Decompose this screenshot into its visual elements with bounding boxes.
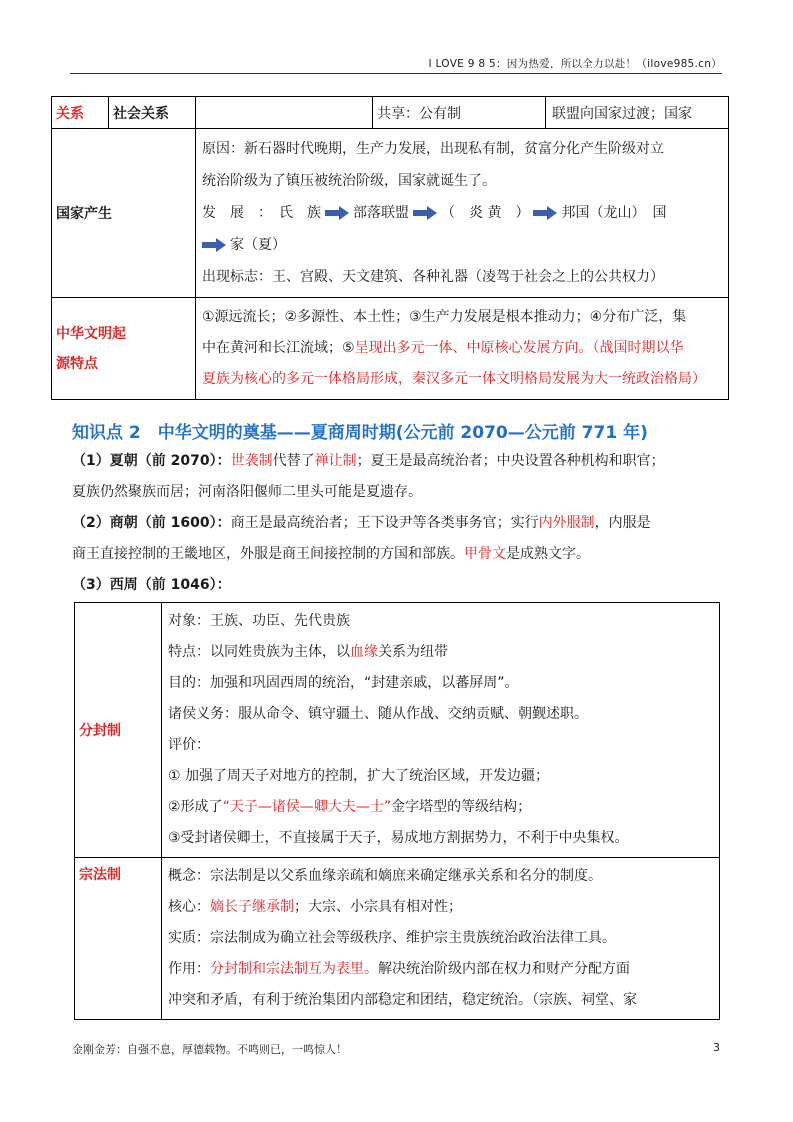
- civilization-line-2: [202, 333, 722, 364]
- civilization-line-3: 夏族为核心的多元一体格局形成，秦汉多元一体文明格局发展为大一统政治格局）: [202, 371, 706, 387]
- zongfa-l2b: 嫡长子继承制: [210, 899, 294, 915]
- shang-head: （2）商朝（前 1600）：: [72, 515, 231, 531]
- fenfeng-line-8: ③受封诸侯卿士，不直接属于天子，易成地方割据势力，不利于中央集权。: [168, 830, 629, 846]
- cell-shared-ownership: 共享：公有制: [373, 97, 546, 129]
- cell-state-origin-content: [196, 129, 729, 298]
- state-development-line-2: [202, 229, 722, 261]
- label-civilization-origin: [52, 298, 196, 400]
- fenfeng-l7a: ②形成了: [168, 799, 223, 815]
- table-zhou-systems: [74, 602, 720, 1020]
- cell-relation-label: 关系: [52, 97, 109, 129]
- fenfeng-line-2: [168, 637, 713, 668]
- header-rule: [70, 73, 722, 74]
- fenfeng-line-5: 评价：: [168, 737, 210, 753]
- cell-zongfa: [162, 858, 720, 1020]
- dev-xia: 家（夏）: [230, 237, 286, 253]
- civilization-line-2b: 呈现出多元一体、中原核心发展方向。（战国时期以华: [354, 340, 684, 356]
- arrow-right-icon: [533, 206, 557, 220]
- state-marker-line: 出现标志：王、宫殿、天文建筑、各种礼器（凌驾于社会之上的公共权力）: [202, 269, 664, 285]
- zongfa-l4b: 分封制和宗法制互为表里。: [210, 961, 378, 977]
- zongfa-l4a: 作用：: [168, 961, 210, 977]
- xia-replaced: 代替了: [272, 453, 315, 469]
- arrow-right-icon: [202, 238, 226, 252]
- page-header: I LOVE 9 8 5：因为热爱，所以全力以赴！（ilove985.cn）: [428, 58, 722, 70]
- cell-civilization-content: [196, 298, 729, 400]
- cell-empty: [196, 97, 373, 129]
- civilization-line-2a: 中在黄河和长江流域；⑤: [202, 340, 355, 356]
- civilization-line-1: ①源远流长；②多源性、本土性；③生产力发展是根本推动力；④分布广泛，集: [202, 309, 687, 325]
- arrow-right-icon: [413, 206, 437, 220]
- label-fenfeng: 分封制: [75, 603, 162, 858]
- fenfeng-line-1: 对象：王族、功臣、先代贵族: [168, 613, 350, 629]
- zongfa-line-1: 概念：宗法制是以父系血缘亲疏和嫡庶来确定继承关系和名分的制度。: [168, 868, 602, 884]
- state-reason-line: 原因：新石器时代晚期，生产力发展，出现私有制，贫富分化产生阶级对立: [202, 141, 664, 157]
- xia-rest: ；夏王是最高统治者；中央设置各种机构和职官；: [356, 453, 665, 469]
- shang-paragraph: [72, 508, 651, 538]
- label-civilization-origin-2: 源特点: [56, 355, 98, 372]
- fenfeng-l7b: “天子—诸侯—卿大夫—士”: [222, 799, 392, 815]
- dev-yanhuang: （ 炎 黄 ）: [441, 205, 530, 221]
- label-state-origin: 国家产生: [52, 129, 196, 298]
- footer-motto: 金刚金芳：自强不息，厚德载物。不鸣则已，一鸣惊人！: [72, 1043, 347, 1056]
- fenfeng-line-4: 诸侯义务：服从命令、镇守疆土、随从作战、交纳贡赋、朝觐述职。: [168, 706, 588, 722]
- xia-hereditary: 世袭制: [230, 453, 273, 469]
- shang-c: ，内服是: [594, 515, 651, 531]
- cell-social-relation: 社会关系: [109, 97, 196, 129]
- zongfa-line-2: [168, 892, 713, 923]
- zongfa-line-4: [168, 954, 713, 985]
- cell-alliance-transition: 联盟向国家过渡；国家: [546, 97, 729, 129]
- fenfeng-l2a: 特点：以同姓贵族为主体，以: [168, 644, 350, 660]
- fenfeng-line-3: 目的：加强和巩固西周的统治，“封建亲戚，以蕃屏周”。: [168, 675, 519, 691]
- cell-fenfeng: [162, 603, 720, 858]
- fenfeng-line-7: [168, 792, 713, 823]
- zongfa-l2c: ；大宗、小宗具有相对性；: [294, 899, 462, 915]
- zongfa-line-3: 实质：宗法制成为确立社会等级秩序、维护宗主贵族统治政治法律工具。: [168, 930, 616, 946]
- shang-line2-a: 商王直接控制的王畿地区，外服是商王间接控制的方国和部族。: [72, 546, 464, 562]
- shang-inner-outer: 内外服制: [538, 515, 595, 531]
- xia-head: （1）夏朝（前 2070）：: [72, 453, 231, 469]
- zongfa-line-5: 冲突和矛盾，有利于统治集团内部稳定和团结，稳定统治。（宗族、祠堂、家: [168, 992, 637, 1008]
- xia-paragraph-2: 夏族仍然聚族而居；河南洛阳偃师二里头可能是夏遗存。: [72, 484, 422, 500]
- label-civilization-origin-1: 中华文明起: [56, 325, 126, 342]
- zongfa-l4c: 解决统治阶级内部在权力和财产分配方面: [378, 961, 630, 977]
- section-title: 知识点 2 中华文明的奠基——夏商周时期(公元前 2070—公元前 771 年): [72, 423, 648, 443]
- shang-line2-c: 是成熟文字。: [506, 546, 590, 562]
- shang-paragraph-2: [72, 539, 590, 569]
- dev-clan: 发 展 ： 氏 族: [202, 205, 321, 221]
- zongfa-l2a: 核心：: [168, 899, 210, 915]
- arrow-right-icon: [325, 206, 349, 220]
- fenfeng-l7c: 金字塔型的等级结构；: [391, 799, 532, 815]
- fenfeng-line-6: ① 加强了周天子对地方的控制，扩大了统治区域，开发边疆；: [168, 768, 549, 784]
- xia-paragraph: [72, 446, 665, 476]
- state-reason-line-2: 统治阶级为了镇压被统治阶级，国家就诞生了。: [202, 173, 496, 189]
- fenfeng-l2b: 血缘: [350, 644, 378, 660]
- zhou-head: （3）西周（前 1046）：: [72, 577, 231, 593]
- dev-state-longshan: 邦国（龙山） 国: [561, 205, 667, 221]
- fenfeng-l2c: 关系为纽带: [378, 644, 448, 660]
- xia-abdication: 禅让制: [314, 453, 357, 469]
- page-number: 3: [713, 1041, 720, 1054]
- shang-oracle-bone: 甲骨文: [464, 546, 506, 562]
- dev-tribal-alliance: 部落联盟: [353, 205, 409, 221]
- table-state-origin: [51, 96, 729, 400]
- shang-a: 商王是最高统治者；王下设尹等各类事务官；实行: [230, 515, 539, 531]
- label-zongfa: 宗法制: [75, 858, 162, 1020]
- state-development-line: [202, 197, 722, 229]
